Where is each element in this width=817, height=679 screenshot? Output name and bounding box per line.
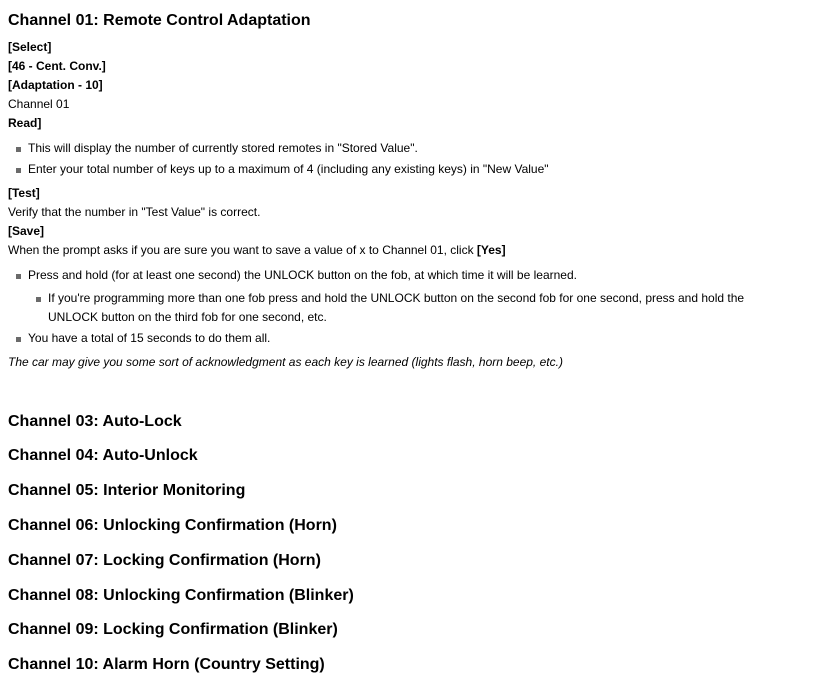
list-item: This will display the number of currently stored remotes in "Stored Value". bbox=[16, 139, 418, 158]
list-item: Enter your total number of keys up to a maximum of 4 (including any existing keys) in "New Value" bbox=[16, 160, 549, 179]
section-heading-channel-08: Channel 08: Unlocking Confirmation (Blinker) bbox=[8, 587, 354, 604]
list-item: You have a total of 15 seconds to do them all. bbox=[16, 329, 270, 348]
step-test: [Test] bbox=[8, 186, 40, 200]
step-select: [Select] bbox=[8, 40, 52, 54]
section-heading-channel-06: Channel 06: Unlocking Confirmation (Horn) bbox=[8, 517, 337, 534]
step-save: [Save] bbox=[8, 224, 45, 238]
step-adaptation: [Adaptation - 10] bbox=[8, 78, 103, 92]
step-read: Read] bbox=[8, 116, 42, 130]
yes-label: [Yes] bbox=[476, 243, 506, 257]
section-heading-channel-03: Channel 03: Auto-Lock bbox=[8, 413, 182, 430]
channel-line: Channel 01 bbox=[8, 97, 70, 111]
list-item: Press and hold (for at least one second) the UNLOCK button on the fob, at which time it will be learned. bbox=[16, 266, 577, 285]
section-heading-channel-07: Channel 07: Locking Confirmation (Horn) bbox=[8, 552, 321, 569]
bullet-icon bbox=[36, 297, 41, 302]
bullet-icon bbox=[16, 274, 21, 279]
bullet-icon bbox=[16, 168, 21, 173]
section-heading-channel-09: Channel 09: Locking Confirmation (Blinker) bbox=[8, 621, 338, 638]
section-heading-channel-01: Channel 01: Remote Control Adaptation bbox=[8, 12, 311, 29]
section-heading-channel-10: Channel 10: Alarm Horn (Country Setting) bbox=[8, 656, 325, 673]
test-text: Verify that the number in "Test Value" is correct. bbox=[8, 205, 261, 219]
section-heading-channel-04: Channel 04: Auto-Unlock bbox=[8, 447, 198, 464]
save-text: When the prompt asks if you are sure you want to save a value of x to Channel 01, click [Yes] bbox=[8, 243, 506, 257]
step-central-convenience: [46 - Cent. Conv.] bbox=[8, 59, 106, 73]
bullet-icon bbox=[16, 147, 21, 152]
section-heading-channel-05: Channel 05: Interior Monitoring bbox=[8, 482, 246, 499]
note-text: The car may give you some sort of acknowledgment as each key is learned (lights flash, horn beep, etc.) bbox=[8, 355, 563, 369]
list-item-nested: If you're programming more than one fob press and hold the UNLOCK button on the second fob for one second, press and hold the UNLOCK button on the third fob for one second, etc. bbox=[36, 289, 796, 327]
bullet-icon bbox=[16, 337, 21, 342]
